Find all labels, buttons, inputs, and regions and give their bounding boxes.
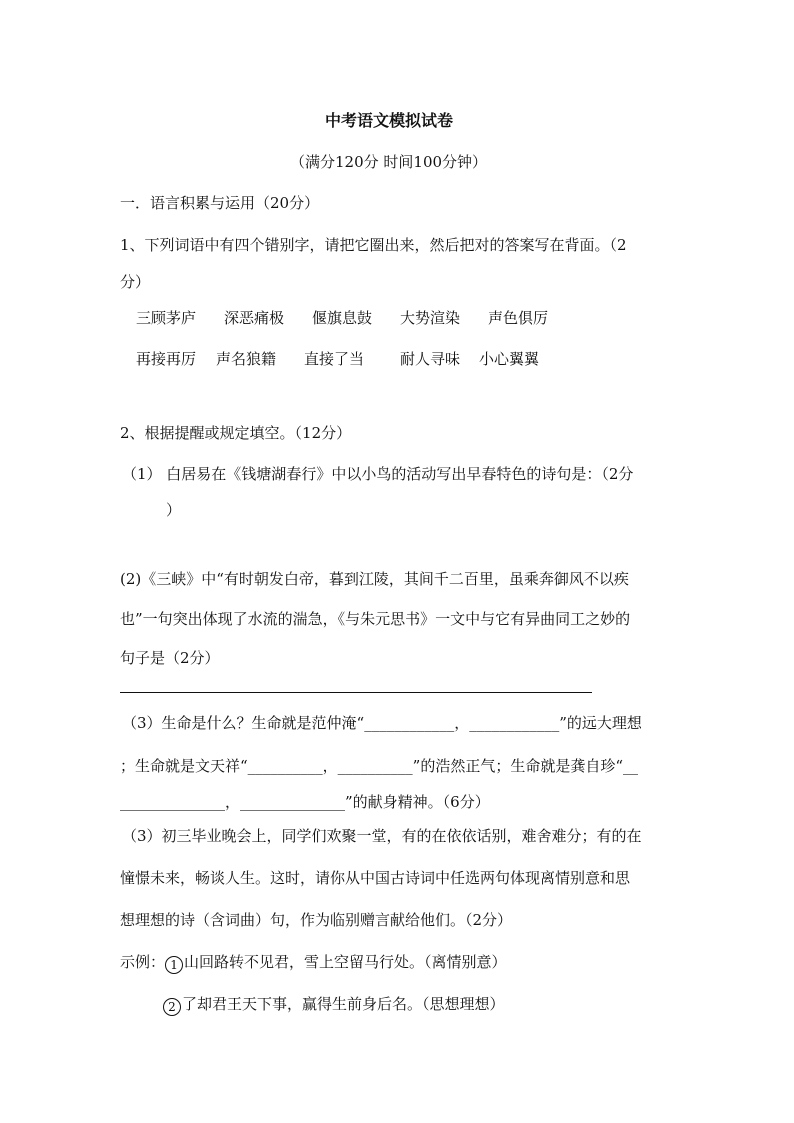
- q1-word: 耐人寻味: [400, 350, 461, 368]
- q1-word: 偃旗息鼓: [312, 309, 373, 327]
- q2-heading: 2、根据提醒或规定填空。（12分）: [120, 424, 352, 442]
- q2-part2-line1: (2)《三峡》中“有时朝发白帝，暮到江陵，其间千二百里，虽乘奔御风不以疾: [120, 570, 629, 588]
- q2-part3-line3: ______________，______________”的献身精神。（6分）: [120, 793, 490, 811]
- example-line-2: [163, 994, 505, 1016]
- exam-subtitle: （满分120分 时间100分钟）: [290, 153, 488, 171]
- example-text: 了却君王天下事，赢得生前身后名。（思想理想）: [182, 995, 505, 1013]
- answer-line: [120, 692, 592, 693]
- q1-text-line2: 分）: [120, 273, 151, 291]
- q2-part4-line3: 想理想的诗（含词曲）句，作为临别赠言献给他们。（2分）: [120, 911, 513, 929]
- q1-word: 声色俱厉: [488, 309, 549, 327]
- q1-word: 小心翼翼: [479, 350, 540, 368]
- example-prefix: 示例：: [120, 953, 166, 971]
- q2-part4-line2: 憧憬未来，畅谈人生。这时，请你从中国古诗词中任选两句体现离情别意和思: [120, 869, 631, 887]
- q2-part1-line1: （1） 白居易在《钱塘湖春行》中以小鸟的活动写出早春特色的诗句是：（2分: [122, 465, 634, 483]
- exam-title: 中考语文模拟试卷: [325, 111, 454, 130]
- q2-part4-line1: （3）初三毕业晚会上，同学们欢聚一堂，有的在依依话别，难舍难分；有的在: [122, 827, 642, 845]
- q1-text-line1: 1、下列词语中有四个错别字，请把它圈出来，然后把对的答案写在背面。（2: [120, 236, 627, 254]
- q2-part1-line2: ）: [166, 501, 182, 519]
- q1-word: 深恶痛极: [224, 309, 285, 327]
- q1-word: 三顾茅庐: [136, 309, 197, 327]
- circled-number: 1: [165, 956, 183, 974]
- q2-part2-line3: 句子是（2分）: [120, 649, 220, 667]
- section-heading: 一．语言积累与运用（20分）: [120, 194, 320, 212]
- q2-part3-line1: （3）生命是什么？生命就是范仲淹“____________，____________”的远大理想: [122, 714, 642, 732]
- q1-word: 再接再厉: [136, 350, 197, 368]
- q1-word: 声名狼籍: [216, 350, 277, 368]
- q2-part2-line2: 也”一句突出体现了水流的湍急，《与朱元思书》一文中与它有异曲同工之妙的: [120, 610, 631, 628]
- circled-number: 2: [163, 998, 181, 1016]
- q1-word: 大势渲染: [400, 309, 461, 327]
- example-text: 山回路转不见君，雪上空留马行处。（离情别意）: [184, 953, 507, 971]
- q2-part3-line2: ；生命就是文天祥“__________，__________”的浩然正气；生命就是龚自珍“__: [120, 757, 639, 775]
- example-line-1: [120, 952, 507, 974]
- q1-word: 直接了当: [304, 350, 365, 368]
